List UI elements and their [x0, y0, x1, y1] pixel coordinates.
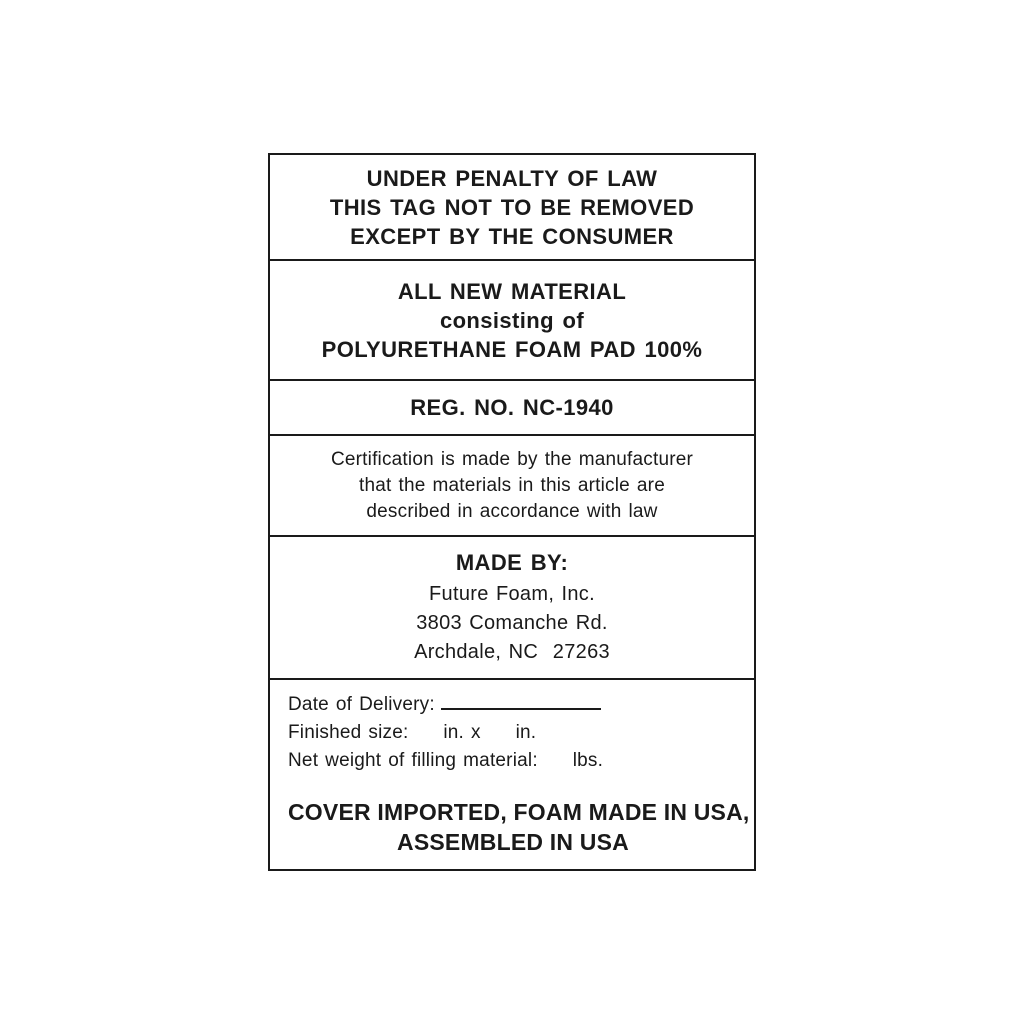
- origin-statement-block: [288, 797, 750, 857]
- manufacturer-street: 3803 Comanche Rd.: [416, 612, 608, 634]
- penalty-notice-line-3: EXCEPT BY THE CONSUMER: [350, 223, 674, 249]
- certification-line-1: Certification is made by the manufacturer: [330, 448, 694, 470]
- manufacturer-city-state-zip: Archdale, NC 27263: [414, 641, 610, 663]
- material-line-2: consisting of: [439, 307, 585, 333]
- origin-line-2: ASSEMBLED IN USA: [397, 829, 629, 855]
- date-of-delivery-line: [288, 691, 738, 719]
- material-line-1: ALL NEW MATERIAL: [397, 278, 627, 304]
- material-line-3: POLYURETHANE FOAM PAD 100%: [321, 336, 703, 362]
- fill-in-fields-block: [288, 691, 738, 775]
- date-of-delivery-blank: [441, 696, 601, 710]
- material-contents-section: [270, 259, 754, 379]
- penalty-notice-line-2: THIS TAG NOT TO BE REMOVED: [329, 194, 695, 220]
- finished-size-line: Finished size: in. x in.: [288, 722, 537, 743]
- registration-number: REG. NO. NC-1940: [410, 395, 614, 420]
- manufacturer-name: Future Foam, Inc.: [429, 583, 595, 605]
- certification-line-2: that the materials in this article are: [359, 474, 665, 496]
- net-weight-line: Net weight of filling material: lbs.: [288, 750, 604, 771]
- law-label-tag: [268, 153, 756, 871]
- made-by-heading: MADE BY:: [455, 550, 569, 575]
- certification-line-3: described in accordance with law: [366, 500, 658, 522]
- origin-line-1: COVER IMPORTED, FOAM MADE IN USA,: [288, 799, 750, 825]
- made-by-section: [270, 535, 754, 678]
- date-of-delivery-label: Date of Delivery:: [288, 694, 435, 715]
- penalty-notice-section: [270, 155, 754, 259]
- certification-section: [270, 434, 754, 535]
- penalty-notice-line-1: UNDER PENALTY OF LAW: [366, 165, 658, 191]
- registration-number-section: [270, 379, 754, 434]
- delivery-details-section: [270, 678, 754, 869]
